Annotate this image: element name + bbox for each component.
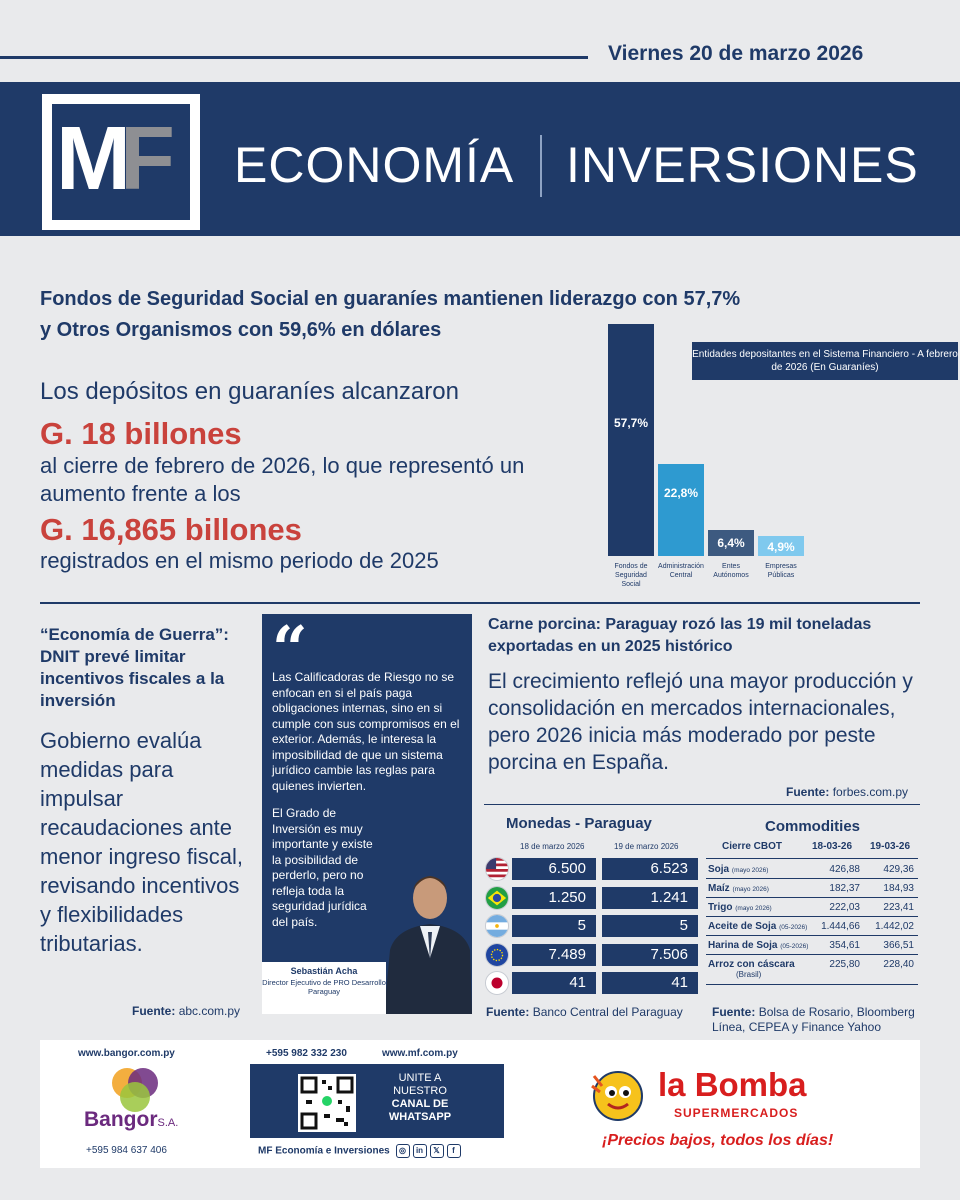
pork-article-body: El crecimiento reflejó una mayor producción y consolidación en mercados internacionales, pero 2026 inicia más moderado por peste porcina en España. xyxy=(488,670,913,774)
eu-flag-icon xyxy=(485,943,509,967)
brazil-flag-icon xyxy=(485,886,509,910)
dnit-source-label: Fuente: xyxy=(132,1004,176,1018)
dnit-source xyxy=(132,1004,240,1018)
speaker-role: Director Ejecutivo de PRO Desarrollo Paraguay xyxy=(262,978,386,996)
commodity-value-19: 223,41 xyxy=(883,902,914,913)
chart-category-1: Administración Central xyxy=(658,563,704,579)
currency-value-19: 7.506 xyxy=(602,944,698,966)
bangor-suffix: S.A. xyxy=(157,1117,179,1129)
commodity-name xyxy=(708,902,772,913)
commodity-label: Arroz con cáscara xyxy=(708,959,795,970)
mf-url[interactable]: www.mf.com.py xyxy=(382,1048,458,1059)
currencies-title: Monedas - Paraguay xyxy=(506,815,652,832)
commodity-row xyxy=(706,919,918,936)
commodity-name xyxy=(708,959,795,979)
currencies-source-label: Fuente: xyxy=(486,1005,530,1019)
commodity-label: Maíz xyxy=(708,883,733,894)
quote-paragraph-2: El Grado de Inversión es muy importante y existe la posibilidad de perderlo, pero no refleja toda la seguridad jurídica del país. xyxy=(272,806,373,929)
pork-source xyxy=(786,785,908,799)
commodity-note: (mayo 2026) xyxy=(731,867,769,874)
chart-category-2: Entes Autónomos xyxy=(713,563,749,579)
commodity-value-18: 225,80 xyxy=(829,959,860,970)
commodity-note: (05-2026) xyxy=(780,943,809,950)
logo-letter-f: F xyxy=(120,109,175,209)
pork-source-text: forbes.com.py xyxy=(832,785,909,799)
logo-letter-m: M xyxy=(56,109,127,209)
instagram-icon[interactable]: ◎ xyxy=(396,1144,410,1158)
bangor-phone: +595 984 637 406 xyxy=(86,1145,167,1156)
deposits-end: registrados en el mismo periodo de 2025 xyxy=(40,548,439,573)
currencies-source-text: Banco Central del Paraguay xyxy=(532,1005,683,1019)
masthead-inversiones: INVERSIONES xyxy=(566,137,919,193)
commodities-source-label: Fuente: xyxy=(712,1005,756,1019)
mf-name: MF Economía e Inversiones xyxy=(258,1145,390,1157)
x-icon[interactable]: 𝕏 xyxy=(430,1144,444,1158)
chart-bar-0 xyxy=(608,324,654,556)
market-divider xyxy=(484,804,920,805)
commodities-col-1: 18-03-26 xyxy=(812,841,853,852)
wa-line-4: WHATSAPP xyxy=(388,1111,452,1123)
argentina-flag-icon xyxy=(485,914,509,938)
commodity-name xyxy=(708,940,808,951)
bangor-url[interactable]: www.bangor.com.py xyxy=(78,1048,175,1059)
quote-paragraph-1: Las Calificadoras de Riesgo no se enfocan en si el país paga obligaciones internas, sino en si cumple con sus compromisos en el exterior. Además, le interesa la imposibilidad de que un sistema jurídico cambie las reglas para quienes invierten. xyxy=(272,670,460,793)
masthead-economia: ECONOMÍA xyxy=(234,137,515,193)
section-divider xyxy=(40,602,920,604)
commodity-row xyxy=(706,957,918,985)
date-rule xyxy=(0,56,588,59)
commodity-row xyxy=(706,900,918,917)
chart-title: Entidades depositantes en el Sistema Financiero - A febrero de 2026 (En Guaraníes) xyxy=(692,342,958,380)
currency-value-19: 1.241 xyxy=(602,887,698,909)
chart-value-label-3: 4,9% xyxy=(767,540,795,554)
masthead-divider xyxy=(540,135,542,197)
speaker-name: Sebastián Acha xyxy=(290,966,358,976)
commodities-title: Commodities xyxy=(765,818,861,835)
bomba-subtitle: SUPERMERCADOS xyxy=(674,1106,799,1120)
deposits-bar-chart xyxy=(600,320,820,590)
bomba-mascot-icon xyxy=(584,1062,648,1126)
pork-article-title: Carne porcina: Paraguay rozó las 19 mil toneladas exportadas en un 2025 histórico xyxy=(488,616,872,655)
quote-caption xyxy=(262,962,386,1014)
commodity-value-19: 366,51 xyxy=(883,940,914,951)
usa-flag-icon xyxy=(485,857,509,881)
commodity-note: (mayo 2026) xyxy=(735,905,772,912)
commodity-value-18: 354,61 xyxy=(829,940,860,951)
commodity-note: (mayo 2026) xyxy=(732,886,769,893)
bomba-name: la Bomba xyxy=(658,1066,807,1103)
currency-value-19: 41 xyxy=(602,972,698,994)
commodity-name xyxy=(708,921,807,932)
currency-value-18: 6.500 xyxy=(512,858,596,880)
quote-mark-icon: “ xyxy=(272,612,308,685)
deposits-middle: al cierre de febrero de 2026, lo que representó un aumento frente a los xyxy=(40,453,525,506)
issue-date: Viernes 20 de marzo 2026 xyxy=(608,42,864,65)
chart-category-0: Fondos de Seguridad Social xyxy=(614,563,648,588)
currency-value-18: 5 xyxy=(512,915,596,937)
commodity-label: Trigo xyxy=(708,902,736,913)
deposits-amount-2025: G. 16,865 billones xyxy=(40,512,302,547)
commodity-value-18: 182,37 xyxy=(829,883,860,894)
currency-value-18: 1.250 xyxy=(512,887,596,909)
currency-value-19: 6.523 xyxy=(602,858,698,880)
mf-phone: +595 982 332 230 xyxy=(266,1048,347,1059)
chart-value-label-0: 57,7% xyxy=(613,416,649,430)
headline-line-2: y Otros Organismos con 59,6% en dólares xyxy=(40,319,442,341)
wa-line-3: CANAL DE xyxy=(391,1098,449,1110)
commodity-row xyxy=(706,881,918,898)
commodity-value-18: 222,03 xyxy=(829,902,860,913)
commodity-value-18: 426,88 xyxy=(829,864,860,875)
commodities-col-0: Cierre CBOT xyxy=(722,841,783,852)
chart-value-label-1: 22,8% xyxy=(663,486,699,500)
commodity-row xyxy=(706,862,918,879)
bomba-slogan: ¡Precios bajos, todos los días! xyxy=(602,1132,834,1149)
pork-source-label: Fuente: xyxy=(786,785,830,799)
chart-value-label-2: 6,4% xyxy=(717,536,745,550)
speaker-portrait xyxy=(380,840,472,1014)
commodity-value-19: 429,36 xyxy=(883,864,914,875)
headline-line-1: Fondos de Seguridad Social en guaraníes mantienen liderazgo con 57,7% xyxy=(40,288,741,310)
commodities-source xyxy=(712,1005,922,1035)
commodities-header-rule xyxy=(706,858,918,859)
currency-value-19: 5 xyxy=(602,915,698,937)
commodity-label: Aceite de Soja xyxy=(708,921,780,932)
linkedin-icon[interactable]: in xyxy=(413,1144,427,1158)
deposits-lead: Los depósitos en guaraníes alcanzaron xyxy=(40,378,459,405)
commodity-value-19: 1.442,02 xyxy=(875,921,914,932)
dnit-article-title: “Economía de Guerra”: DNIT prevé limitar incentivos fiscales a la inversión xyxy=(40,625,229,710)
wa-line-2: NUESTRO xyxy=(393,1085,447,1097)
commodity-note: (Brasil) xyxy=(736,970,762,979)
commodities-source-text: Bolsa de Rosario, Bloomberg Línea, CEPEA y Finance Yahoo xyxy=(712,1005,915,1034)
dnit-article-body: Gobierno evalúa medidas para impulsar recaudaciones ante menor ingreso fiscal, revisando incentivos y flexibilidades tributarias. xyxy=(40,728,243,956)
currencies-source xyxy=(486,1005,683,1019)
chart-bar-1 xyxy=(658,464,704,556)
qr-code-icon xyxy=(298,1074,356,1132)
commodity-value-18: 1.444,66 xyxy=(821,921,860,932)
currencies-col-2: 19 de marzo 2026 xyxy=(614,842,679,851)
japan-flag-icon xyxy=(485,971,509,995)
wa-line-1: UNITE A xyxy=(398,1072,442,1084)
commodity-name xyxy=(708,883,769,894)
bangor-name xyxy=(84,1108,178,1132)
commodity-value-19: 228,40 xyxy=(883,959,914,970)
chart-category-3: Empresas Públicas xyxy=(765,563,797,579)
commodity-label: Harina de Soja xyxy=(708,940,781,951)
currency-value-18: 7.489 xyxy=(512,944,596,966)
commodity-name xyxy=(708,864,768,875)
commodities-col-2: 19-03-26 xyxy=(870,841,911,852)
bangor-name-text: Bangor xyxy=(84,1108,158,1131)
whatsapp-text xyxy=(360,1072,480,1124)
commodity-label: Soja xyxy=(708,864,732,875)
currencies-col-1: 18 de marzo 2026 xyxy=(520,842,585,851)
currency-value-18: 41 xyxy=(512,972,596,994)
dnit-source-text: abc.com.py xyxy=(178,1004,241,1018)
commodity-value-19: 184,93 xyxy=(883,883,914,894)
facebook-icon[interactable]: f xyxy=(447,1144,461,1158)
deposits-amount-2026: G. 18 billones xyxy=(40,416,242,451)
mf-social xyxy=(258,1144,461,1158)
commodity-note: (05-2026) xyxy=(779,924,808,931)
commodity-row xyxy=(706,938,918,955)
